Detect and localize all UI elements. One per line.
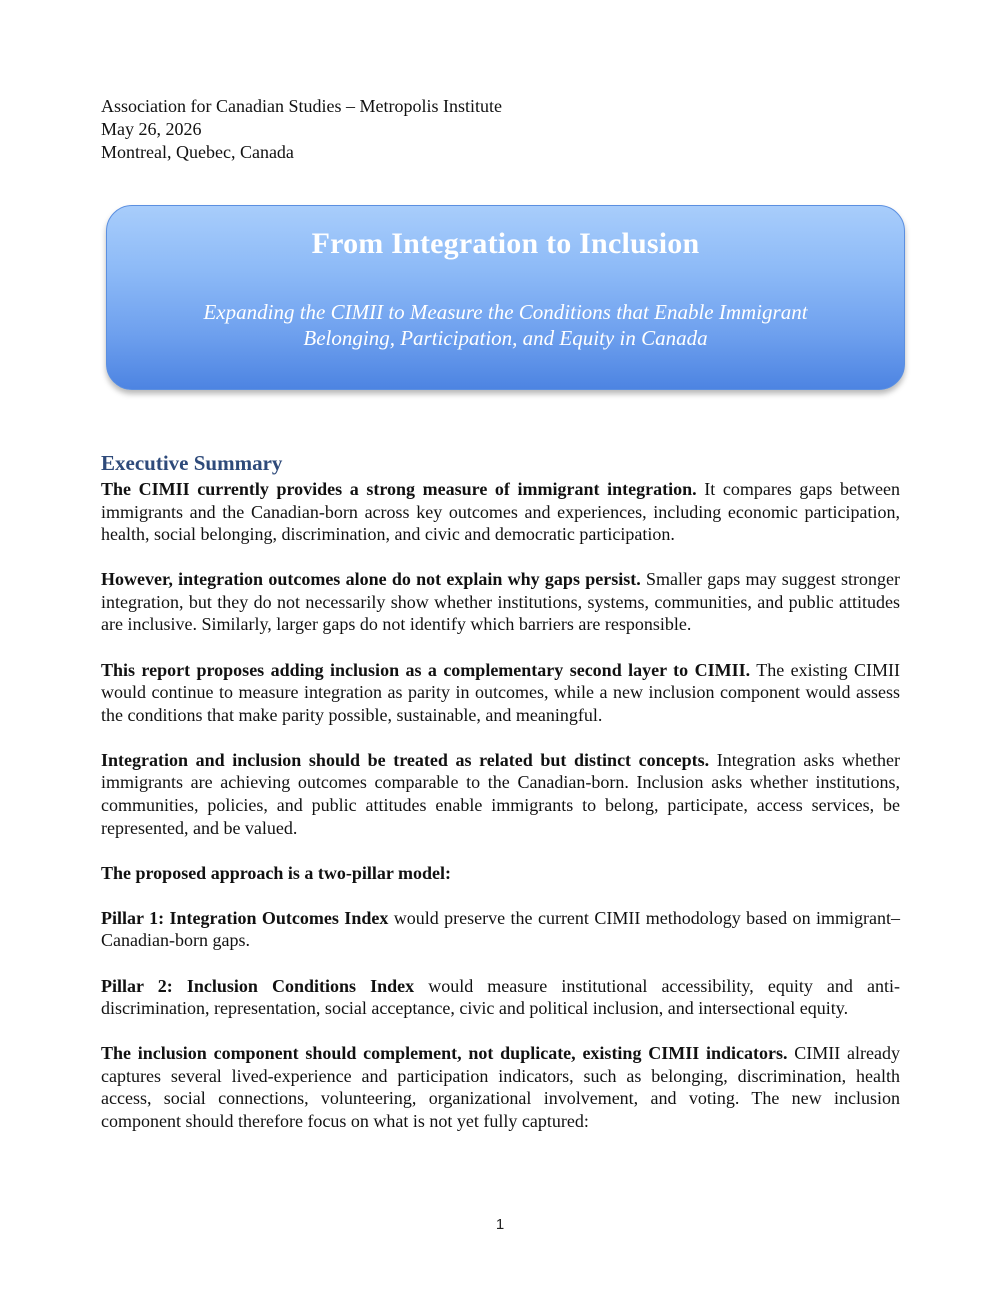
- paragraph-lead: Pillar 2: Inclusion Conditions Index: [101, 975, 415, 996]
- paragraph-lead: The proposed approach is a two-pillar model:: [101, 862, 452, 883]
- paragraph-body: It compares gaps between immigrants and the Canadian-born across key outcomes and experiences, including economic participation, health, social belonging, discrimination, and civic and democratic participation.: [101, 479, 900, 545]
- paragraph-pillar-2: [101, 975, 900, 1020]
- paragraph-lead: Pillar 1: Integration Outcomes Index: [101, 907, 389, 928]
- paragraph-4: [101, 749, 900, 839]
- paragraph-body: would preserve the current CIMII methodology based on immigrant–Canadian-born gaps.: [101, 907, 900, 951]
- section-heading: Executive Summary: [101, 451, 283, 475]
- paragraph-body: The existing CIMII would continue to measure integration as parity in outcomes, while a new inclusion component would assess the conditions that make parity possible, sustainable, and meaningful.: [101, 659, 901, 725]
- page-number: 1: [495, 1216, 505, 1233]
- paragraph-8: [101, 1042, 900, 1132]
- paragraph-body: Smaller gaps may suggest stronger integration, but they do not necessarily show whether institutions, systems, communities, and public attitudes are inclusive. Similarly, larger gaps do not identify which barriers are responsible.: [101, 569, 900, 635]
- paragraph-lead: Integration and inclusion should be treated as related but distinct concepts.: [101, 749, 710, 770]
- document-header: [101, 95, 502, 164]
- executive-summary: [101, 450, 900, 1155]
- paragraph-3: [101, 659, 900, 727]
- paragraph-body: Integration asks whether immigrants are achieving outcomes comparable to the Canadian-born. Inclusion asks whether institutions, communities, policies, and public attitudes enable immigrants to belong, participate, access services, be represented, and be valued.: [101, 749, 900, 838]
- report-title: From Integration to Inclusion: [311, 227, 700, 260]
- paragraph-1: [101, 478, 900, 546]
- title-banner: [106, 205, 905, 390]
- paragraph-lead: The inclusion component should complement, not duplicate, existing CIMII indicators.: [101, 1043, 788, 1064]
- paragraph-lead: The CIMII currently provides a strong measure of immigrant integration.: [101, 479, 697, 499]
- paragraph-pillar-1: [101, 907, 900, 952]
- paragraph-body: would measure institutional accessibility, equity and anti-discrimination, representation, social acceptance, civic and political inclusion, and intersectional equity.: [101, 975, 900, 1019]
- paragraph-2: [101, 568, 900, 636]
- location-line: Montreal, Quebec, Canada: [101, 142, 294, 162]
- paragraph-lead: This report proposes adding inclusion as a complementary second layer to CIMII.: [101, 659, 751, 680]
- subtitle-line-2: Belonging, Participation, and Equity in Canada: [303, 326, 708, 350]
- paragraph-5: [101, 862, 900, 885]
- subtitle-line-1: Expanding the CIMII to Measure the Conditions that Enable Immigrant: [203, 300, 808, 324]
- paragraph-lead: However, integration outcomes alone do not explain why gaps persist.: [101, 569, 641, 590]
- paragraph-body: CIMII already captures several lived-experience and participation indicators, such as belonging, discrimination, health access, social connections, volunteering, organizational involvement, and voting. The new inclusion component should therefore focus on what is not yet fully captured:: [101, 1043, 900, 1131]
- date-line: May 26, 2026: [101, 119, 202, 139]
- report-subtitle: [147, 299, 864, 351]
- organization-line: Association for Canadian Studies – Metropolis Institute: [101, 96, 502, 116]
